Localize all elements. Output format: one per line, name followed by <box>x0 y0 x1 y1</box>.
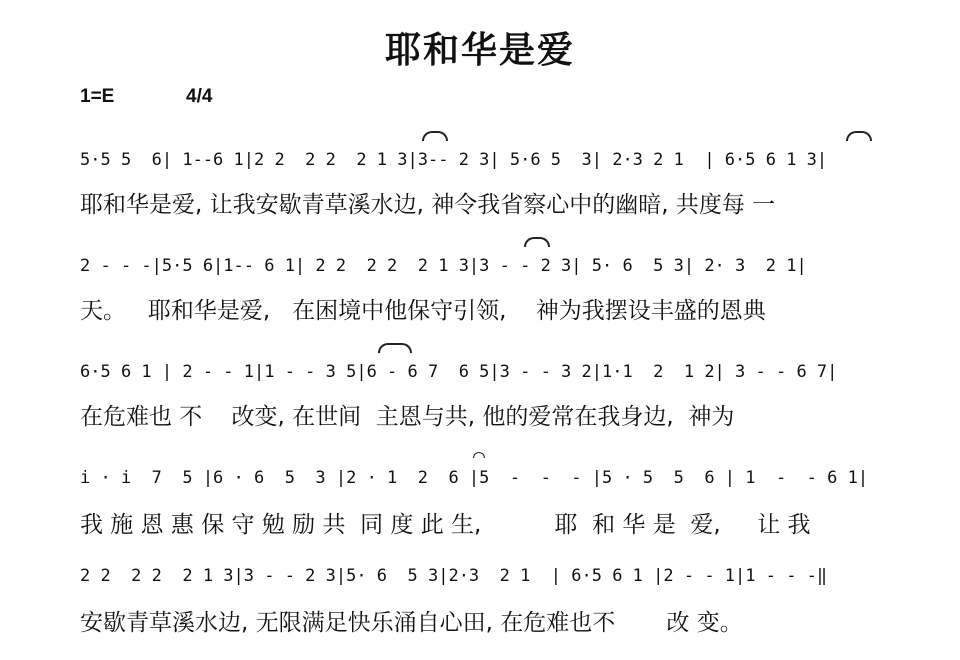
lyrics-line: 安歇青草溪水边, 无限满足快乐涌自心田, 在危难也不 改 变。 <box>80 610 743 636</box>
slur-mark <box>422 131 448 141</box>
notation-line: 2 2 2 2 2 1 3|3 - - 2 3|5· 6 5 3|2·3 2 1 | 6·5 6 1 |2 - - 1|1 - - -‖ <box>80 566 828 586</box>
time-signature: 4/4 <box>186 86 213 107</box>
slur-mark <box>524 237 550 247</box>
notation-line: 6·5 6 1 | 2 - - 1|1 - - 3 5|6 - 6 7 6 5|3 - - 3 2|1·1 2 1 2| 3 - - 6 7| <box>80 362 838 382</box>
lyrics-line: 在危难也 不 改变, 在世间 主恩与共, 他的爱常在我身边, 神为 <box>80 404 735 430</box>
notation-line: 2 - - -|5·5 6|1-- 6 1| 2 2 2 2 2 1 3|3 - - 2 3| 5· 6 5 3| 2· 3 2 1| <box>80 256 807 276</box>
lyrics-line: 我 施 恩 惠 保 守 勉 励 共 同 度 此 生, 耶 和 华 是 爱, 让 我 <box>80 512 811 538</box>
key-signature: 1=E <box>80 86 115 107</box>
fermata-mark <box>473 452 485 458</box>
lyrics-line: 天。 耶和华是爱, 在困境中他保守引领, 神为我摆设丰盛的恩典 <box>80 298 766 324</box>
notation-line: 5·5 5 6| 1--6 1|2 2 2 2 2 1 3|3-- 2 3| 5·6 5 3| 2·3 2 1 | 6·5 6 1 3| <box>80 150 828 170</box>
slur-mark <box>378 343 412 353</box>
song-title: 耶和华是爱 <box>384 30 575 71</box>
slur-mark <box>846 131 872 141</box>
lyrics-line: 耶和华是爱, 让我安歇青草溪水边, 神令我省察心中的幽暗, 共度每 一 <box>80 192 776 218</box>
notation-line: i · i 7 5 |6 · 6 5 3 |2 · 1 2 6 |5 - - - |5 · 5 5 6 | 1 - - 6 1| <box>80 468 869 488</box>
